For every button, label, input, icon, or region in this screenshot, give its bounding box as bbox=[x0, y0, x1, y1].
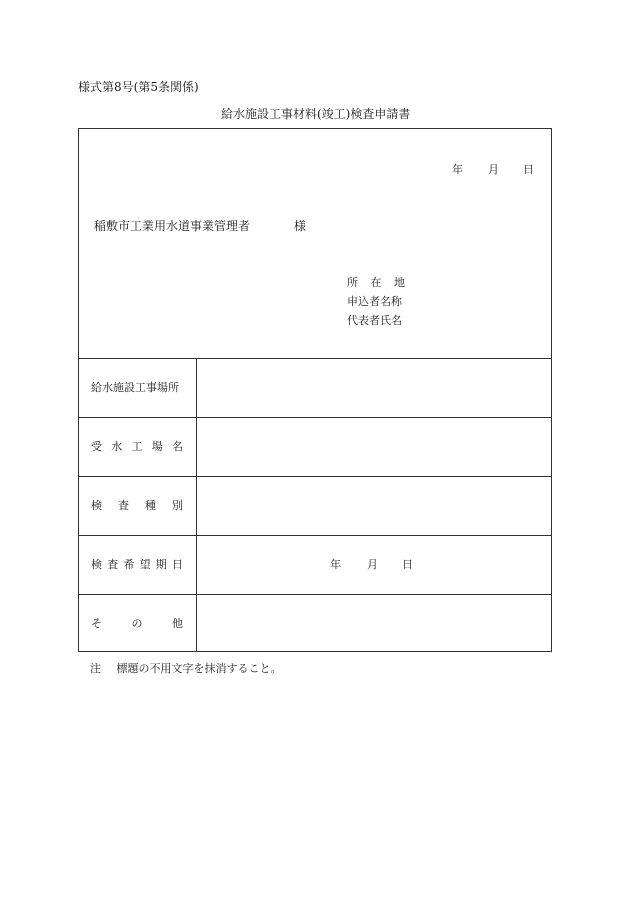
row-divider bbox=[79, 476, 551, 477]
addressee: 稲敷市工業用水道事業管理者 bbox=[94, 219, 251, 233]
column-divider bbox=[196, 358, 197, 651]
footnote-text: 標題の不用文字を抹消すること。 bbox=[116, 662, 282, 675]
label-address: 所 在 地 bbox=[347, 276, 405, 289]
row-divider bbox=[79, 594, 551, 595]
label-applicant-name: 申込者名称 bbox=[347, 295, 402, 308]
row-label-receiving-factory: 受 水 工 場 名 bbox=[91, 440, 183, 453]
date-day: 日 bbox=[523, 163, 534, 176]
footnote-prefix: 注 bbox=[90, 662, 101, 675]
application-date bbox=[452, 163, 534, 177]
form-title: 給水施設工事材料(竣工)検査申請書 bbox=[221, 107, 411, 121]
inspection-day: 日 bbox=[402, 558, 413, 571]
inspection-date-value bbox=[330, 558, 412, 572]
application-form-table bbox=[78, 128, 552, 652]
honorific: 様 bbox=[294, 219, 307, 233]
inspection-month: 月 bbox=[367, 558, 378, 571]
date-month: 月 bbox=[488, 163, 499, 176]
form-number: 様式第8号(第5条関係) bbox=[78, 80, 199, 94]
row-label-inspection-type: 検 査 種 別 bbox=[91, 499, 183, 512]
row-label-inspection-date: 検 査 希 望 期 日 bbox=[91, 558, 183, 571]
row-divider bbox=[79, 417, 551, 418]
row-divider bbox=[79, 358, 551, 359]
row-label-construction-site: 給水施設工事場所 bbox=[91, 381, 179, 394]
row-label-other: そ の 他 bbox=[91, 617, 183, 630]
footnote bbox=[90, 662, 282, 675]
date-year: 年 bbox=[452, 163, 463, 176]
inspection-year: 年 bbox=[330, 558, 341, 571]
label-representative: 代表者氏名 bbox=[347, 314, 402, 327]
row-divider bbox=[79, 535, 551, 536]
